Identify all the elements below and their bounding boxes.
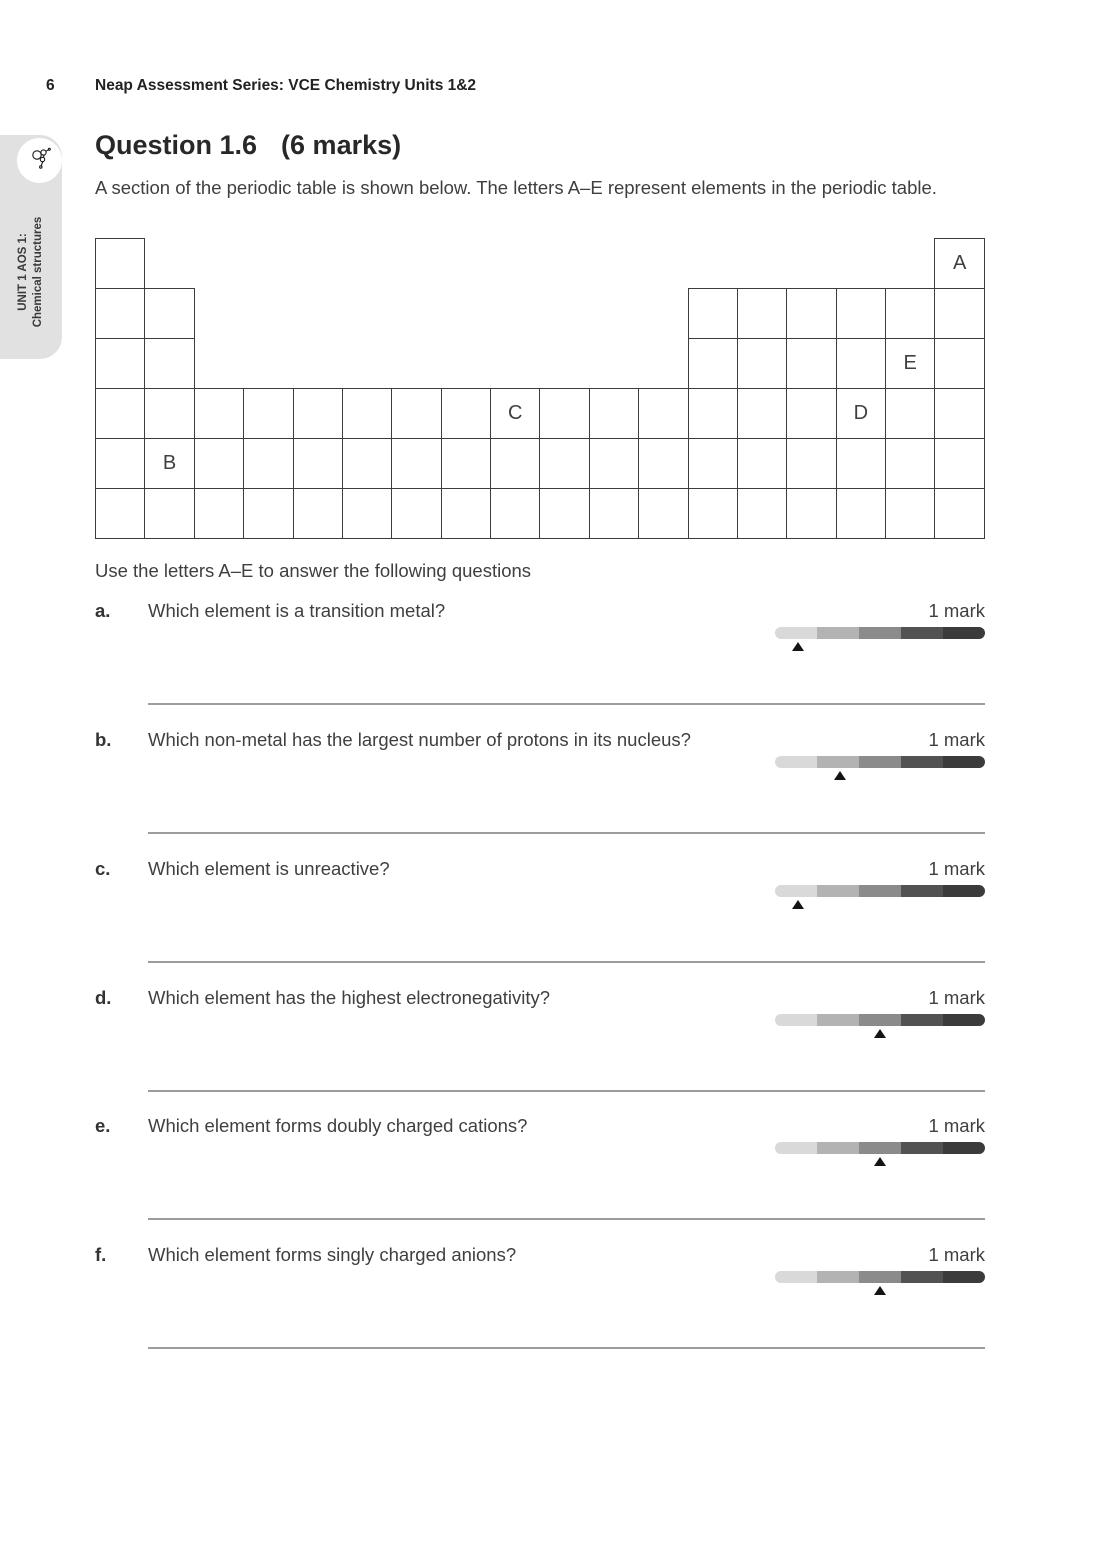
periodic-cell-empty [787,239,836,289]
difficulty-indicator [775,1142,985,1168]
unit-tab-badge [17,138,62,183]
answer-line [148,832,985,834]
periodic-cell [540,489,589,539]
periodic-cell [836,339,885,389]
difficulty-segment [943,1142,985,1154]
periodic-cell [194,389,243,439]
periodic-cell-empty [688,239,737,289]
periodic-cell [935,339,985,389]
difficulty-segment [859,885,901,897]
difficulty-indicator [775,885,985,911]
periodic-cell [639,439,688,489]
periodic-cell-empty [639,289,688,339]
periodic-cell [886,289,935,339]
difficulty-segment [901,1142,943,1154]
periodic-cell-empty [639,239,688,289]
difficulty-segment [859,1014,901,1026]
periodic-cell [244,489,293,539]
periodic-cell [935,439,985,489]
periodic-cell [589,389,638,439]
periodic-cell [886,339,935,389]
periodic-cell [293,439,342,489]
periodic-cell-empty [441,339,490,389]
periodic-cell [96,439,145,489]
periodic-cell [441,439,490,489]
periodic-cell-empty [540,239,589,289]
periodic-cell [935,239,985,289]
difficulty-marker-icon [792,642,804,651]
periodic-cell-empty [293,239,342,289]
periodic-cell [392,489,441,539]
periodic-cell-empty [293,339,342,389]
subquestion-marks: 1 mark [928,600,985,621]
subquestion-text: Which element forms singly charged anions? [148,1244,517,1265]
periodic-cell [293,489,342,539]
periodic-cell [96,239,145,289]
difficulty-indicator [775,627,985,653]
subquestion-label: c. [95,858,111,879]
difficulty-segment [859,627,901,639]
subquestion [95,729,985,844]
difficulty-segment [775,885,817,897]
periodic-cell [737,339,786,389]
difficulty-segment [817,756,859,768]
periodic-cell [145,339,194,389]
periodic-cell-empty [491,289,540,339]
periodic-cell-empty [244,339,293,389]
periodic-cell [342,489,391,539]
periodic-cell [441,489,490,539]
subquestion-marks: 1 mark [928,729,985,750]
periodic-cell [491,389,540,439]
difficulty-marker-icon [874,1157,886,1166]
subquestion-text: Which element is a transition metal? [148,600,446,621]
answer-line [148,1090,985,1092]
answer-line [148,1218,985,1220]
periodic-cell [96,339,145,389]
periodic-cell [787,389,836,439]
answer-line [148,961,985,963]
answer-line [148,703,985,705]
periodic-cell [145,389,194,439]
periodic-cell [293,389,342,439]
periodic-cell [688,489,737,539]
periodic-cell-empty [145,239,194,289]
subquestion-marks: 1 mark [928,858,985,879]
question-title: Question 1.6 [95,130,258,160]
subquestion [95,987,985,1102]
periodic-cell [787,339,836,389]
periodic-cell-empty [244,289,293,339]
difficulty-segment [901,756,943,768]
subquestion-text: Which element has the highest electronegativity? [148,987,551,1008]
subquestion [95,1115,985,1230]
subquestion-text: Which element is unreactive? [148,858,390,879]
element-label-E: E [903,352,917,374]
difficulty-segment [817,1014,859,1026]
periodic-cell [589,439,638,489]
difficulty-segment [901,885,943,897]
subquestion-label: f. [95,1244,107,1265]
periodic-cell [688,439,737,489]
periodic-cell [688,289,737,339]
periodic-cell [787,289,836,339]
periodic-cell-empty [540,339,589,389]
periodic-cell [392,439,441,489]
periodic-cell [737,489,786,539]
difficulty-segment [943,756,985,768]
difficulty-bar [775,1014,985,1026]
difficulty-segment [943,627,985,639]
periodic-cell [244,389,293,439]
periodic-cell [836,289,885,339]
question-marks: (6 marks) [281,130,402,160]
difficulty-segment [943,885,985,897]
difficulty-segment [901,1014,943,1026]
periodic-table [95,238,985,539]
periodic-cell [886,389,935,439]
subquestion-marks: 1 mark [928,1244,985,1265]
periodic-cell [886,439,935,489]
subquestion [95,600,985,715]
periodic-cell [96,489,145,539]
periodic-cell [342,389,391,439]
periodic-cell [96,389,145,439]
periodic-cell [737,389,786,439]
periodic-cell-empty [589,339,638,389]
periodic-cell-empty [244,239,293,289]
periodic-cell-empty [441,239,490,289]
element-label-C: C [507,402,523,424]
difficulty-segment [943,1271,985,1283]
periodic-cell [639,389,688,439]
periodic-cell [836,389,885,439]
periodic-cell-empty [194,339,243,389]
periodic-cell [886,489,935,539]
periodic-cell-empty [540,289,589,339]
periodic-cell [836,489,885,539]
difficulty-bar [775,1142,985,1154]
periodic-cell [491,489,540,539]
difficulty-segment [775,627,817,639]
periodic-cell-empty [441,289,490,339]
difficulty-segment [775,1271,817,1283]
difficulty-indicator [775,1014,985,1040]
difficulty-segment [817,885,859,897]
question-intro: A section of the periodic table is shown below. The letters A–E represent elements in the periodic table. [95,177,937,198]
periodic-cell [935,489,985,539]
periodic-cell [194,489,243,539]
periodic-cell [194,439,243,489]
difficulty-segment [817,1271,859,1283]
difficulty-marker-icon [874,1286,886,1295]
periodic-cell [145,289,194,339]
periodic-cell [935,289,985,339]
difficulty-segment [943,1014,985,1026]
difficulty-segment [775,1014,817,1026]
difficulty-marker-icon [834,771,846,780]
periodic-cell [787,439,836,489]
periodic-cell-empty [589,289,638,339]
subquestion [95,858,985,973]
difficulty-bar [775,756,985,768]
periodic-cell [540,389,589,439]
header-title: Neap Assessment Series: VCE Chemistry Units 1&2 [95,77,477,94]
periodic-cell [589,489,638,539]
periodic-cell [540,439,589,489]
difficulty-bar [775,1271,985,1283]
periodic-cell [836,439,885,489]
periodic-cell [145,489,194,539]
periodic-cell [688,389,737,439]
periodic-cell-empty [342,239,391,289]
periodic-cell-empty [737,239,786,289]
periodic-cell-empty [342,339,391,389]
element-label-D: D [853,402,869,424]
question-instruction: Use the letters A–E to answer the following questions [95,560,532,581]
periodic-cell [441,389,490,439]
periodic-cell-empty [392,239,441,289]
element-label-B: B [162,452,177,474]
periodic-cell [688,339,737,389]
periodic-cell [96,289,145,339]
periodic-cell [244,439,293,489]
answer-line [148,1347,985,1349]
periodic-cell [737,439,786,489]
periodic-cell-empty [886,239,935,289]
periodic-table-figure [95,238,985,539]
periodic-cell [737,289,786,339]
periodic-cell [342,439,391,489]
periodic-cell [787,489,836,539]
difficulty-segment [817,627,859,639]
periodic-cell [935,389,985,439]
unit-tab-label: UNIT 1 AOS 1: Chemical structures [17,216,44,328]
subquestion [95,1244,985,1359]
periodic-cell-empty [293,289,342,339]
question-heading [95,130,401,161]
difficulty-segment [817,1142,859,1154]
periodic-cell-empty [194,239,243,289]
periodic-cell [639,489,688,539]
difficulty-segment [775,756,817,768]
difficulty-indicator [775,756,985,782]
difficulty-segment [901,1271,943,1283]
subquestion-label: e. [95,1115,111,1136]
periodic-cell-empty [392,289,441,339]
difficulty-segment [859,1271,901,1283]
subquestion-label: b. [95,729,112,750]
periodic-cell-empty [194,289,243,339]
subquestion-text: Which non-metal has the largest number of protons in its nucleus? [148,729,691,750]
subquestion-marks: 1 mark [928,1115,985,1136]
difficulty-segment [859,1142,901,1154]
difficulty-marker-icon [874,1029,886,1038]
page-number: 6 [46,77,55,94]
element-label-A: A [953,252,967,274]
unit-tab [0,135,62,359]
periodic-cell-empty [491,339,540,389]
subquestion-label: a. [95,600,111,621]
periodic-cell [145,439,194,489]
difficulty-indicator [775,1271,985,1297]
difficulty-segment [859,756,901,768]
molecule-icon [27,145,53,176]
difficulty-marker-icon [792,900,804,909]
difficulty-bar [775,885,985,897]
subquestion-label: d. [95,987,112,1008]
difficulty-bar [775,627,985,639]
periodic-cell-empty [589,239,638,289]
periodic-cell-empty [639,339,688,389]
periodic-cell [491,439,540,489]
periodic-cell [392,389,441,439]
periodic-cell-empty [392,339,441,389]
subquestion-text: Which element forms doubly charged cations? [148,1115,528,1136]
difficulty-segment [775,1142,817,1154]
periodic-cell-empty [836,239,885,289]
difficulty-segment [901,627,943,639]
periodic-cell-empty [491,239,540,289]
periodic-cell-empty [342,289,391,339]
subquestion-marks: 1 mark [928,987,985,1008]
